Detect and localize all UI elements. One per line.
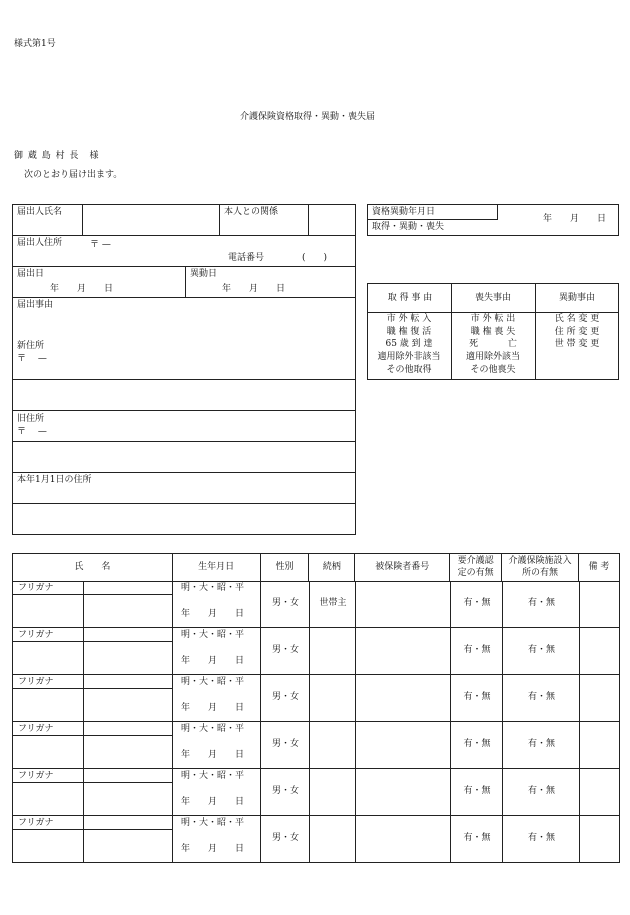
header-name: 氏 名	[13, 554, 173, 582]
phone-label: 電話番号	[228, 253, 265, 263]
care-cert-options[interactable]: 有・無	[463, 739, 491, 749]
header-birthdate: 生年月日	[172, 554, 260, 582]
change-date-label: 異動日	[190, 269, 218, 279]
phone-paren: ( )	[302, 253, 328, 263]
sex-options[interactable]: 男・女	[271, 692, 299, 702]
old-address-postal: 〒 —	[17, 427, 47, 437]
header-sex: 性別	[260, 554, 309, 582]
jan1-address-label: 本年1月1日の住所	[17, 475, 92, 485]
header-remarks: 備 考	[578, 554, 619, 582]
old-address-label: 旧住所	[17, 414, 45, 424]
members-table	[12, 553, 620, 582]
relation-value[interactable]: 世帯主	[319, 598, 347, 608]
era-options[interactable]: 明・大・昭・平	[181, 771, 245, 781]
facility-options[interactable]: 有・無	[527, 598, 555, 608]
new-address-postal: 〒 —	[17, 354, 47, 364]
birthdate-ymd[interactable]: 年 月 日	[181, 609, 245, 619]
era-options[interactable]: 明・大・昭・平	[181, 818, 245, 828]
furigana-label: フリガナ	[18, 677, 54, 687]
era-options[interactable]: 明・大・昭・平	[181, 677, 245, 687]
acquisition-item[interactable]: その他取得	[386, 364, 432, 375]
facility-options[interactable]: 有・無	[527, 692, 555, 702]
sex-options[interactable]: 男・女	[271, 739, 299, 749]
care-cert-options[interactable]: 有・無	[463, 598, 491, 608]
applicant-name-label: 届出人氏名	[17, 207, 63, 217]
form-title: 介護保険資格取得・異動・喪失届	[240, 112, 376, 122]
reason-label: 届出事由	[17, 300, 54, 310]
loss-item[interactable]: その他喪失	[470, 364, 516, 375]
sex-options[interactable]: 男・女	[271, 645, 299, 655]
header-relation: 続柄	[309, 554, 355, 582]
acquisition-item[interactable]: 65 歳 到 達	[385, 339, 433, 350]
facility-options[interactable]: 有・無	[527, 739, 555, 749]
facility-options[interactable]: 有・無	[527, 833, 555, 843]
addressee: 御 蔵 島 村 長 様	[14, 151, 100, 161]
furigana-label: フリガナ	[18, 724, 54, 734]
relation-field[interactable]	[310, 206, 354, 233]
furigana-label: フリガナ	[18, 583, 54, 593]
member-row	[12, 769, 620, 816]
care-cert-options[interactable]: 有・無	[463, 692, 491, 702]
loss-item[interactable]: 適用除外該当	[465, 352, 520, 363]
acquisition-item[interactable]: 職 権 復 活	[386, 326, 432, 337]
qualification-date-label: 資格異動年月日	[372, 207, 436, 217]
care-cert-options[interactable]: 有・無	[463, 645, 491, 655]
relation-label: 本人との関係	[224, 207, 279, 217]
acquisition-item[interactable]: 市 外 転 入	[386, 314, 432, 324]
member-row	[12, 675, 620, 722]
change-list	[537, 315, 617, 353]
new-address-label: 新住所	[17, 341, 45, 351]
form-number: 様式第1号	[14, 39, 56, 49]
sex-options[interactable]: 男・女	[271, 598, 299, 608]
reason-header-change: 異動事由	[558, 293, 595, 303]
change-item[interactable]: 住 所 変 更	[554, 326, 600, 337]
member-row	[12, 722, 620, 769]
change-item[interactable]: 氏 名 変 更	[554, 314, 600, 324]
reason-header-loss: 喪失事由	[474, 293, 511, 303]
birthdate-ymd[interactable]: 年 月 日	[181, 844, 245, 854]
qualification-type-label: 取得・異動・喪失	[372, 222, 445, 232]
change-date-value[interactable]: 年 月 日	[222, 284, 286, 294]
applicant-address-label: 届出人住所	[17, 238, 63, 248]
sex-options[interactable]: 男・女	[271, 786, 299, 796]
facility-options[interactable]: 有・無	[527, 645, 555, 655]
loss-list	[453, 315, 533, 378]
filing-date-value[interactable]: 年 月 日	[50, 284, 114, 294]
acquisition-list	[369, 315, 449, 378]
reason-header-acquisition: 取 得 事 由	[387, 293, 433, 303]
header-facility: 介護保険施設入所の有無	[502, 554, 579, 582]
facility-options[interactable]: 有・無	[527, 786, 555, 796]
care-cert-options[interactable]: 有・無	[463, 833, 491, 843]
applicant-name-field[interactable]	[84, 206, 217, 233]
birthdate-ymd[interactable]: 年 月 日	[181, 703, 245, 713]
birthdate-ymd[interactable]: 年 月 日	[181, 797, 245, 807]
era-options[interactable]: 明・大・昭・平	[181, 583, 245, 593]
furigana-label: フリガナ	[18, 630, 54, 640]
header-insured-number: 被保険者番号	[355, 554, 450, 582]
intro-text: 次のとおり届け出ます。	[24, 170, 123, 180]
member-row	[12, 816, 620, 863]
member-row	[12, 628, 620, 675]
qualification-date-value[interactable]: 年 月 日	[543, 214, 607, 224]
applicant-postal: 〒 —	[90, 240, 111, 250]
change-item[interactable]: 世 帯 変 更	[554, 339, 600, 350]
era-options[interactable]: 明・大・昭・平	[181, 724, 245, 734]
birthdate-ymd[interactable]: 年 月 日	[181, 750, 245, 760]
loss-item[interactable]: 死 亡	[469, 339, 517, 350]
furigana-label: フリガナ	[18, 771, 54, 781]
member-row	[12, 581, 620, 628]
furigana-label: フリガナ	[18, 818, 54, 828]
header-care-certification: 要介護認定の有無	[450, 554, 502, 582]
loss-item[interactable]: 市 外 転 出	[470, 314, 516, 324]
acquisition-item[interactable]: 適用除外非該当	[377, 352, 441, 363]
care-cert-options[interactable]: 有・無	[463, 786, 491, 796]
birthdate-ymd[interactable]: 年 月 日	[181, 656, 245, 666]
era-options[interactable]: 明・大・昭・平	[181, 630, 245, 640]
sex-options[interactable]: 男・女	[271, 833, 299, 843]
loss-item[interactable]: 職 権 喪 失	[470, 326, 516, 337]
filing-date-label: 届出日	[17, 269, 45, 279]
